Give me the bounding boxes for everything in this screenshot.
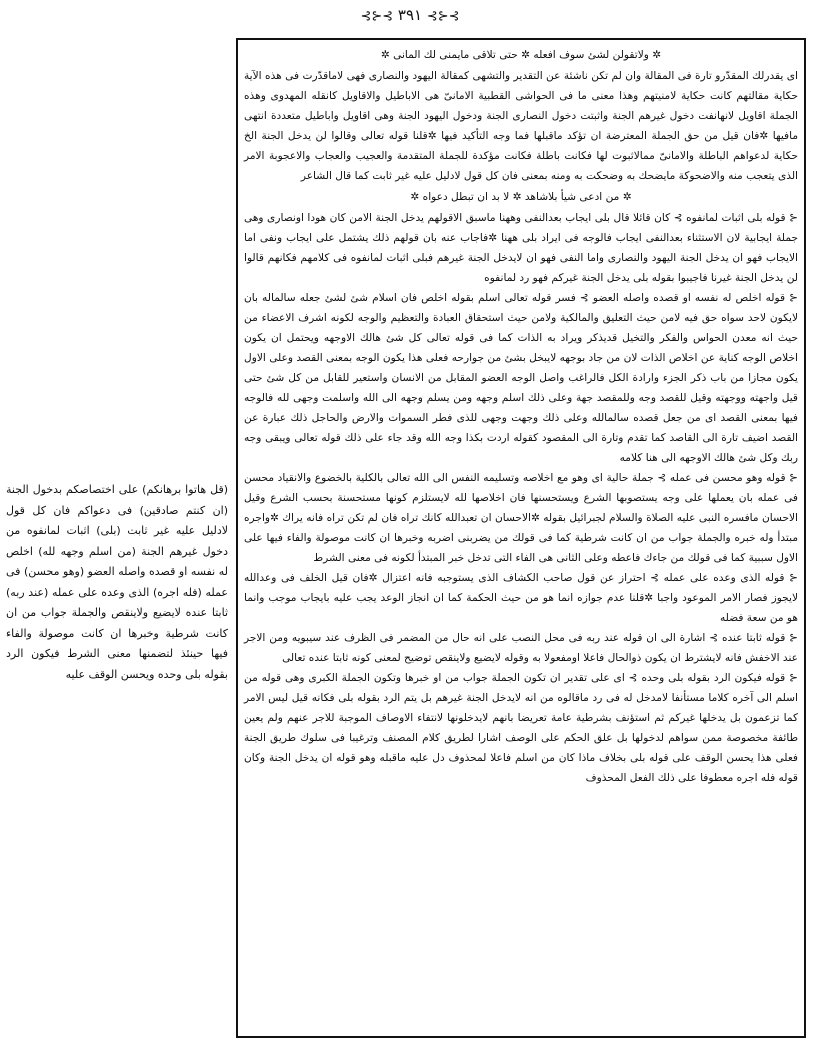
margin-note-text: (قل هاتوا برهانكم) علی اختصاصكم بدخول الجنة (ان كنتم صادقین) فی دعواكم فان كل قول لادلیل علیه غیر ثابت (بلی) اثبات لمانفوه من دخول غیرهم الجنة (من اسلم وجهه لله) اخلص له نفسه او قصده واصله العضو (وهو محسن) فی عمله (فله اجره) الذی وعده علی عمله (عند ربه) ثابتا عنده لایضیع ولاینقص والجملة جواب من ان كانت شرطیة وخبرها ان كانت موصولة والفاء فیها حینئذ لتضمنها معنی الشرط فیكون الرد بقوله بلی وحده ویحسن الوقف علیه: [6, 483, 228, 681]
commentary-paragraph: ⊰ قوله فیكون الرد بقوله بلی وحده ⊱ ای علی تقدیر ان تكون الجملة جواب من او خبرها وتكون الجملة الكبری وهی قوله من اسلم الی آخره كلاما مستأنفا لامدخل له فی رد ماقالوه من انه لایدخل الجنة غیرهم بل یتم الرد بقوله بلی فكانه قیل لیس الامر كما تزعمون بل یدخلها غیركم ثم استؤنف بشرطیة عامة تعریضا بانهم لایدخلونها لانتفاء الاوصاف الموجبة للاجر عنهم ولم یعین طائفة مخصوصة ممن سواهم لدخولها بل علق الحكم علی الوصف اشارا لطریق كلام المصنف وترغیبا فی سلوك طریق الجنة فعلی هذا یحسن الوقف علی قوله بلی بخلاف ماذا كان من اسلم فاعلا لمحذوف دل علیه ماقبله وهو قوله ان یدخل الجنة وكان قوله فله اجره معطوفا علی ذلك الفعل المحذوف: [244, 672, 798, 784]
commentary-paragraph: ⊰ قوله اخلص له نفسه او قصده واصله العضو ⊱ فسر قوله تعالی اسلم بقوله اخلص فان اسلام شئ لشئ جعله سالماله بان لایكون لاحد سواه حق فیه لامن حیث التعلیق والمالكیة ولامن حیث استحقاق العبادة والتعظیم والوجه لكونه اشرف الاعضاء من حیث انه معدن الحواس والفكر والتخیل قدیذكر ویراد به الذات كما فی قوله تعالی كل شئ هالك الاوجهه ویحتمل ان یكون اخلاص الوجه كنایة عن اخلاص الذات لان من جاد بوجهه لایبخل بشئ من جوارحه فعلی هذا یكون الوجه بمعنی القصد وعلی الاول یكون مجازا من باب ذكر الجزء وارادة الكل فالراغب واصل الوجه العضو المقابل من الانسان واستعیر للقابل من كل شئ حتی قیل واجهته ووجهته وقیل للقصد وجه وللمقصد جهة وعلی ذلك اسلم وجهه ومن یسلم وجهه الی الله واسلمت وجهی لله فالوجه فیها بمعنی القصد ای من جعل قصده سالمالله وعلی ذلك وجهت وجهی للذی فطر السموات والارض والحاجل ذلك عبارة عن القصد اضیف تارة الی القاصد كما تقدم وتارة الی المقصود كقوله اردت بكذا وجه الله وقد جاء علی ذلك قوله تعالی ویبقی وجه ربك وكل شئ هالك الاوجهه الی هنا كلامه: [244, 292, 798, 464]
verse-line: ✲ من ادعی شیأ بلاشاهد ✲ لا بد ان تبطل دعواه ✲: [410, 191, 632, 203]
verse-line: ✲ ولاتقولن لشئ سوف افعله ✲ حتی تلاقی مایمنی لك المانی ✲: [380, 49, 662, 61]
commentary-paragraph: ⊰ قوله الذی وعده علی عمله ⊱ احتراز عن قول صاحب الكشاف الذی یستوجبه فانه اعتزال ✲فان قیل الخلف فی وعدالله لایجوز فصار الامر الموعود واجبا ✲قلنا عدم جوازه انما هو من حیث الحكمة كما ان انجاز الوعد یجب علیه بایجاب موجب وانما هو من سعة فضله: [244, 572, 798, 624]
page-number: [0, 6, 820, 24]
commentary-paragraph: ⊰ قوله ثابتا عنده ⊱ اشارة الی ان قوله عند ربه فی محل النصب علی انه حال من المضمر فی الظرف عند سیبویه ومن الاجر عند الاخفش فانه لایشترط ان یكون ذوالحال فاعلا اومفعولا به وقوله لایضیع ولاینقص توضیح لمعنی كونه ثابتا عنده تعالی: [244, 632, 798, 664]
ornament-left: ⊰⊱⊰: [360, 9, 394, 24]
margin-commentary: [6, 480, 228, 685]
commentary-paragraph: ⊰ قوله بلی اثبات لمانفوه ⊱ كان قائلا قال بلی ایجاب بعدالنفی وههنا ماسبق الاقولهم یدخل الجنة الامن كان هودا اونصاری وهی جملة ایجابیة لان الاستثناء بعدالنفی ایجاب فالوجه فی ایراد بلی ههنا ✲فاجاب عنه بان قولهم ذلك یشتمل علی ایجاب ونفی اما الایجاب فهو ان یدخل الجنة الیهود والنصاری واما النفی فهو ان لایدخل الجنة غیرهم فبلی اثبات لمانفوه فی كلامهم فكانهم قالوا لن یدخل الجنة غیرنا فاجیبوا بقوله بلی یدخل الجنة غیركم فهو رد لمانفوه: [244, 212, 798, 284]
main-commentary-frame: [236, 38, 806, 1038]
page-number-text: ۳۹۱: [397, 6, 423, 24]
commentary-paragraph: ای یقدرلك المقدّرو تارة فی المقالة وان لم تكن ناشئة عن التقدیر والتشهی كمقالة الیهود والنصاری فهی لاماقدّرت فی هذه الآیة حكایة مقالتهم كانت حكایة لامنیتهم وهذا معنی ما فی الحواشی القطبیة الامانیّ هی الاباطیل والاقاویل كانقله المهدوی وهذه الجملة اقاویل لانهانفت دخول غیرهم الجنة واثبتت دخول النصاری الجنة ودخول الیهود الجنة وهی اقاویل واباطیل متعددة انتهی مافیها ✲فان قیل من حق الجملة المعترضة ان تؤكد ماقبلها فما وجه التأكید فیها ✲قلنا قوله تعالی وقالوا لن یدخل الجنة الخ حكایة لدعواهم الباطلة والامانیّ ممالاثبوت لها فكانت باطلة فكانت مؤكدة للجملة المتقدمة والعجیب والعجاب والاعجوبة الامر الذی یتعجب منه والاضحوكة مایضحك به وضحكت به ومنه بمعنی فان كل قول لادلیل علیه غیر ثابت كما قال الشاعر: [244, 70, 798, 182]
commentary-paragraph: ⊰ قوله وهو محسن فی عمله ⊱ جملة حالیة ای وهو مع اخلاصه وتسلیمه النفس الی الله تعالی بالكلیة بالخضوع والانقیاد محسن فی عمله بان یعملها علی وجه یستصوبها الشرع ویستحسنها فان اخلاصها لله لایستلزم كونها مستحسنة بحسب الشرع وقیل الاحسان مافسره النبی علیه الصلاة والسلام لجبرائیل بقوله ✲الاحسان ان تعبدالله كانك تراه فان لم تكن تراه فانه یراك ✲واجره مبتدأ وله خبره والجملة جواب من ان كانت شرطیة كما فی قولك من یضربنی اضربه وخبرها ان كانت موصولة والفاء فیها علی الاول سببیة كما فی قولك من جاءك فاعطه وعلی الثانی هی الفاء التی تدخل خبر المبتدأ لكونه فی معنی الشرط: [244, 472, 798, 564]
ornament-right: ⊰⊱⊰: [426, 9, 460, 24]
